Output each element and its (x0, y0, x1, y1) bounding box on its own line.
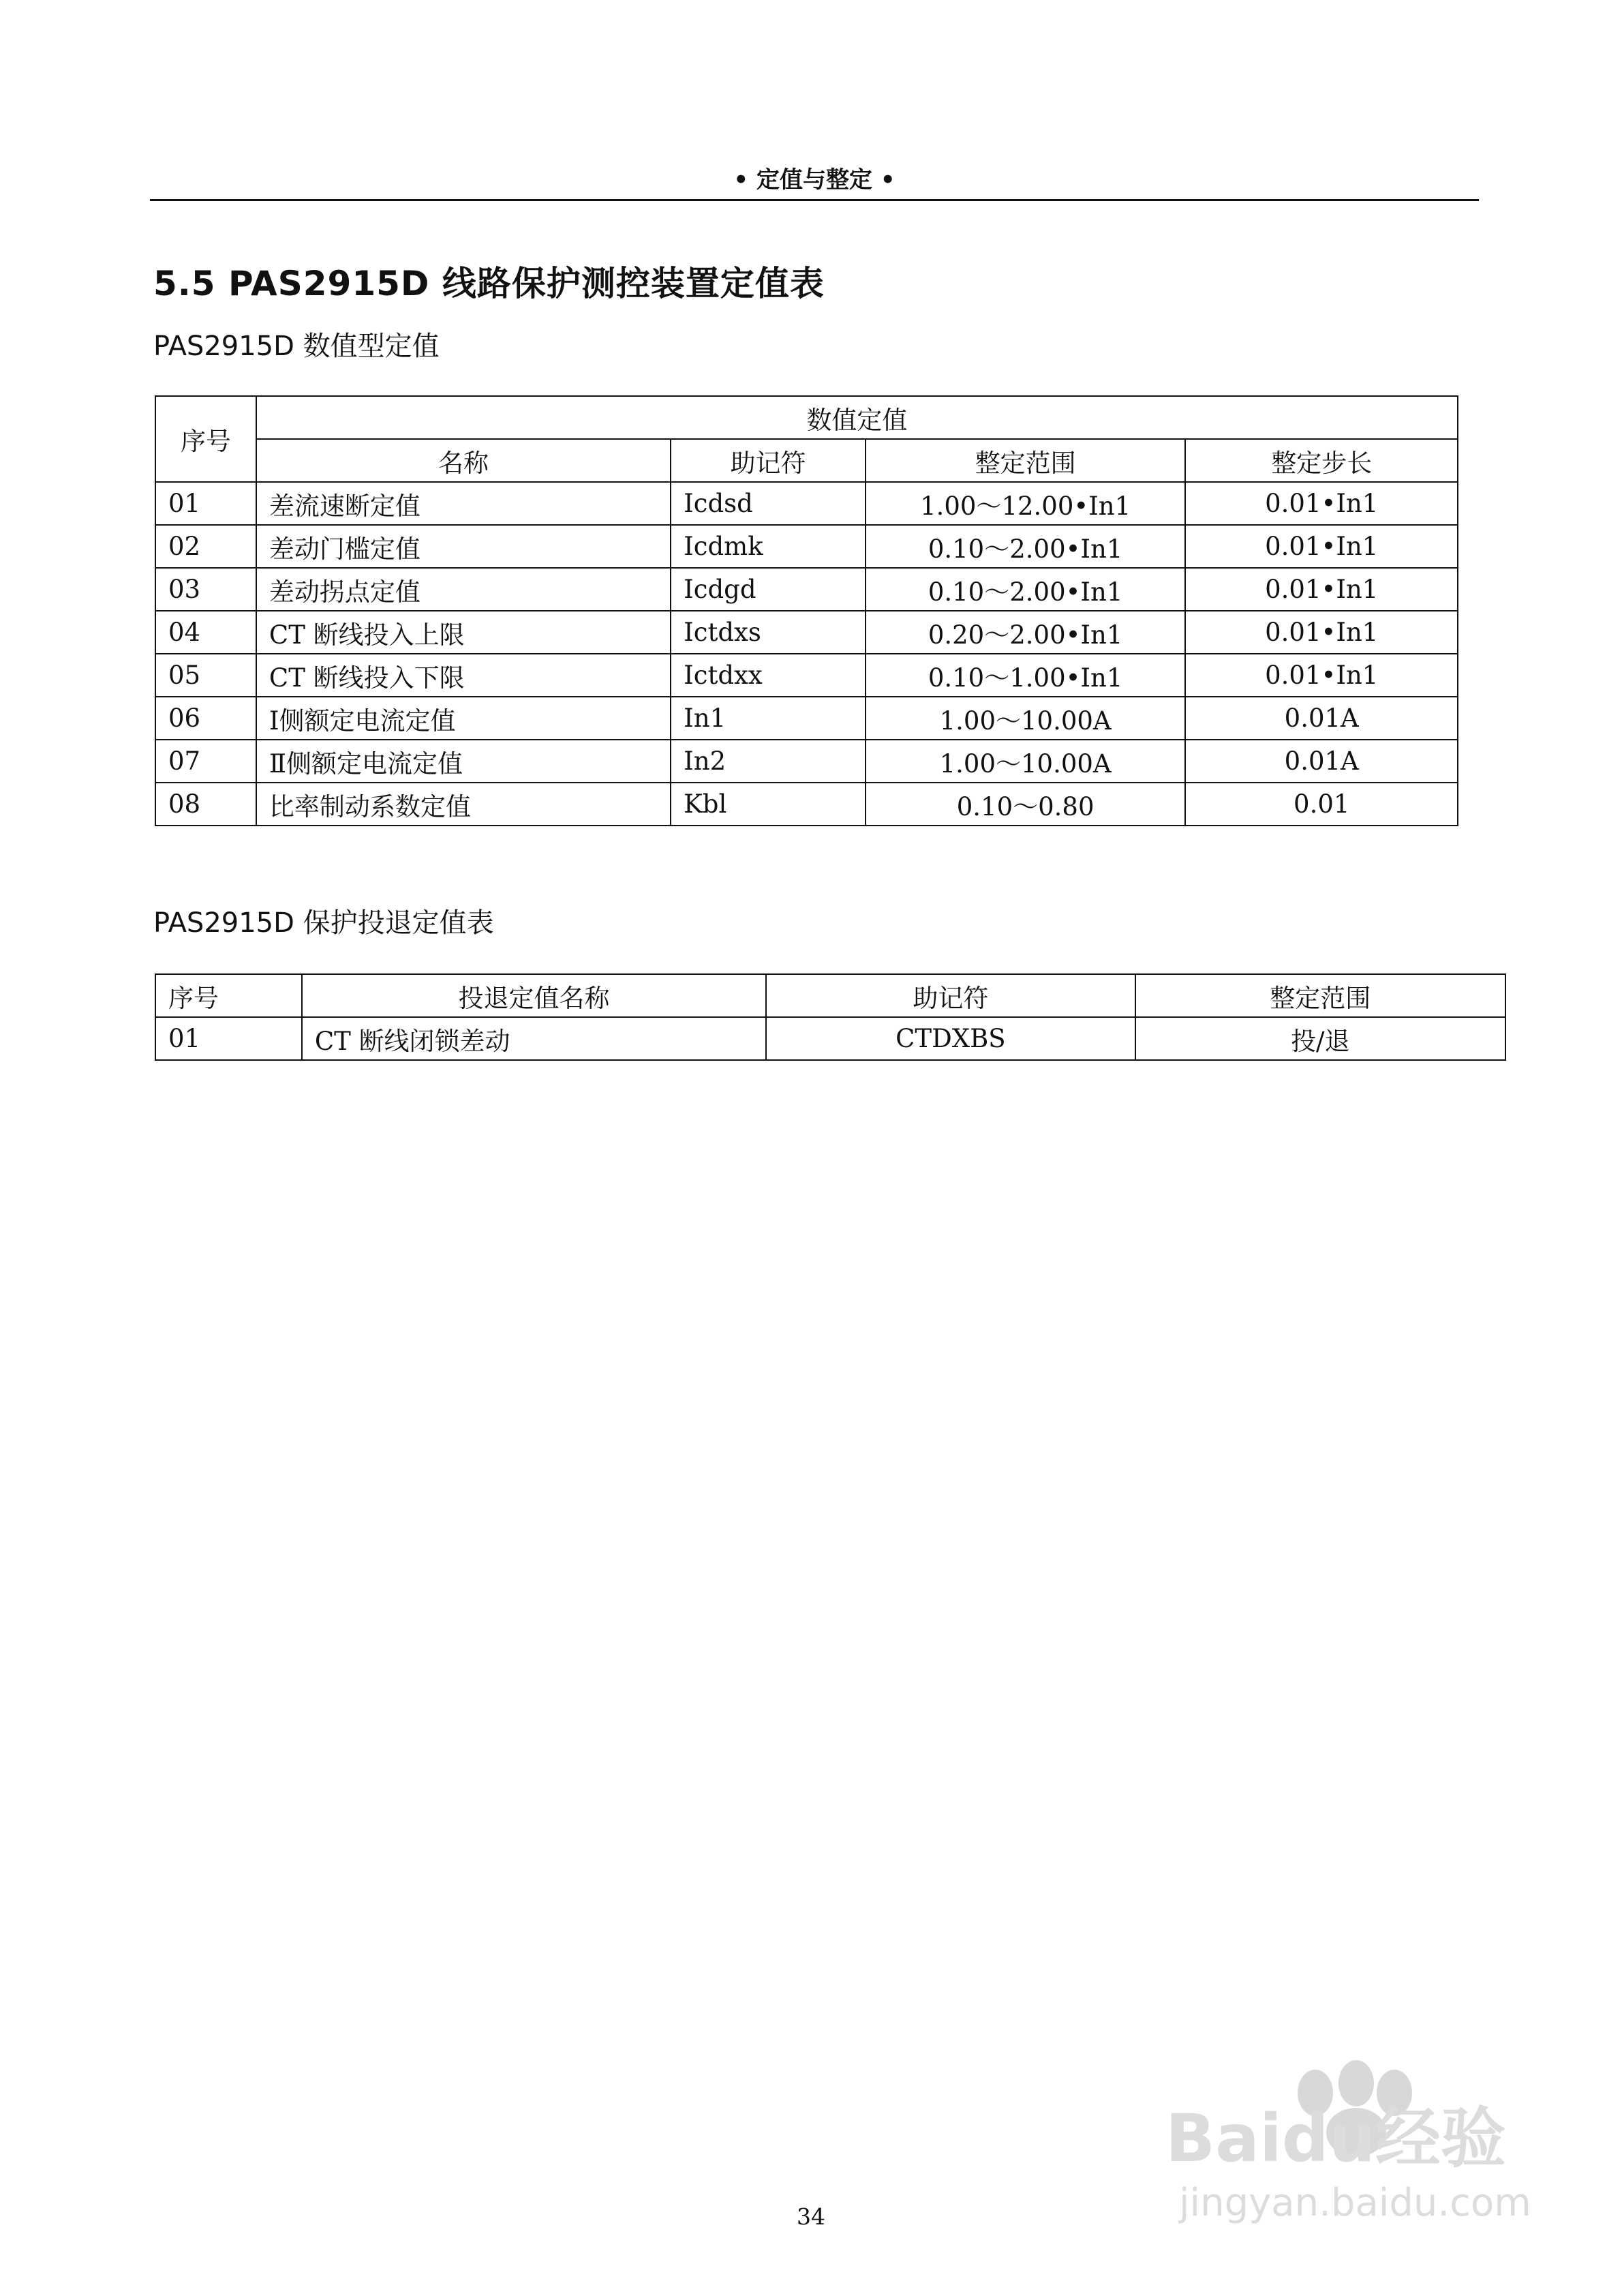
row-range: 1.00～10.00A (866, 740, 1186, 783)
header-rule (150, 199, 1479, 201)
row-seq: 02 (155, 525, 256, 568)
row-mnemonic: Ictdxx (671, 654, 866, 697)
row-name: 差流速断定值 (256, 482, 671, 525)
row-seq: 01 (155, 482, 256, 525)
table-row (155, 568, 1458, 611)
seq-header: 序号 (155, 396, 256, 482)
row-range: 投/退 (1135, 1017, 1505, 1060)
row-mnemonic: In1 (671, 697, 866, 740)
table1-title: PAS2915D 数值型定值 (153, 331, 440, 362)
row-range: 0.10～1.00•In1 (866, 654, 1186, 697)
table-row (155, 525, 1458, 568)
row-name: Ⅰ侧额定电流定值 (256, 697, 671, 740)
table-row (155, 611, 1458, 654)
table-row (155, 740, 1458, 783)
table-row (155, 654, 1458, 697)
row-range: 0.10～2.00•In1 (866, 525, 1186, 568)
row-step: 0.01A (1185, 697, 1458, 740)
row-name: 差动门槛定值 (256, 525, 671, 568)
table2-title: PAS2915D 保护投退定值表 (153, 907, 494, 939)
row-name: CT 断线投入上限 (256, 611, 671, 654)
group-header: 数值定值 (256, 396, 1458, 439)
row-range: 1.00～10.00A (866, 697, 1186, 740)
running-header: • 定值与整定 • (733, 166, 896, 194)
watermark-brand: Baidu经验 (1165, 2100, 1506, 2177)
row-step: 0.01•In1 (1185, 525, 1458, 568)
row-seq: 08 (155, 783, 256, 826)
row-step: 0.01 (1185, 783, 1458, 826)
table-row (155, 482, 1458, 525)
row-seq: 05 (155, 654, 256, 697)
table-row (155, 697, 1458, 740)
baidu-jingyan-watermark (1152, 2045, 1561, 2250)
row-range: 0.10～2.00•In1 (866, 568, 1186, 611)
row-seq: 07 (155, 740, 256, 783)
row-step: 0.01•In1 (1185, 611, 1458, 654)
row-mnemonic: Icdsd (671, 482, 866, 525)
row-step: 0.01•In1 (1185, 568, 1458, 611)
row-step: 0.01•In1 (1185, 654, 1458, 697)
row-name: 比率制动系数定值 (256, 783, 671, 826)
table-row (155, 783, 1458, 826)
row-mnemonic: Kbl (671, 783, 866, 826)
column-header-mnemonic: 助记符 (671, 439, 866, 482)
protection-switch-table (155, 973, 1506, 1061)
column-header-range: 整定范围 (1135, 974, 1505, 1017)
row-name: Ⅱ侧额定电流定值 (256, 740, 671, 783)
watermark-url: jingyan.baidu.com (1179, 2181, 1531, 2225)
row-range: 0.20～2.00•In1 (866, 611, 1186, 654)
column-header-name: 名称 (256, 439, 671, 482)
row-name: 差动拐点定值 (256, 568, 671, 611)
row-step: 0.01•In1 (1185, 482, 1458, 525)
row-name: CT 断线投入下限 (256, 654, 671, 697)
row-name: CT 断线闭锁差动 (302, 1017, 766, 1060)
table-row (155, 1017, 1505, 1060)
page-number: 34 (797, 2203, 825, 2230)
numeric-settings-table (155, 395, 1458, 826)
row-range: 1.00～12.00•In1 (866, 482, 1186, 525)
column-header-mnemonic: 助记符 (766, 974, 1135, 1017)
row-mnemonic: Icdgd (671, 568, 866, 611)
row-mnemonic: Ictdxs (671, 611, 866, 654)
column-header-switch-name: 投退定值名称 (302, 974, 766, 1017)
row-mnemonic: Icdmk (671, 525, 866, 568)
row-step: 0.01A (1185, 740, 1458, 783)
column-header-seq: 序号 (155, 974, 302, 1017)
row-seq: 04 (155, 611, 256, 654)
row-range: 0.10～0.80 (866, 783, 1186, 826)
row-mnemonic: CTDXBS (766, 1017, 1135, 1060)
row-mnemonic: In2 (671, 740, 866, 783)
row-seq: 03 (155, 568, 256, 611)
section-title: 5.5 PAS2915D 线路保护测控装置定值表 (153, 264, 825, 303)
row-seq: 01 (155, 1017, 302, 1060)
column-header-range: 整定范围 (866, 439, 1186, 482)
column-header-step: 整定步长 (1185, 439, 1458, 482)
row-seq: 06 (155, 697, 256, 740)
